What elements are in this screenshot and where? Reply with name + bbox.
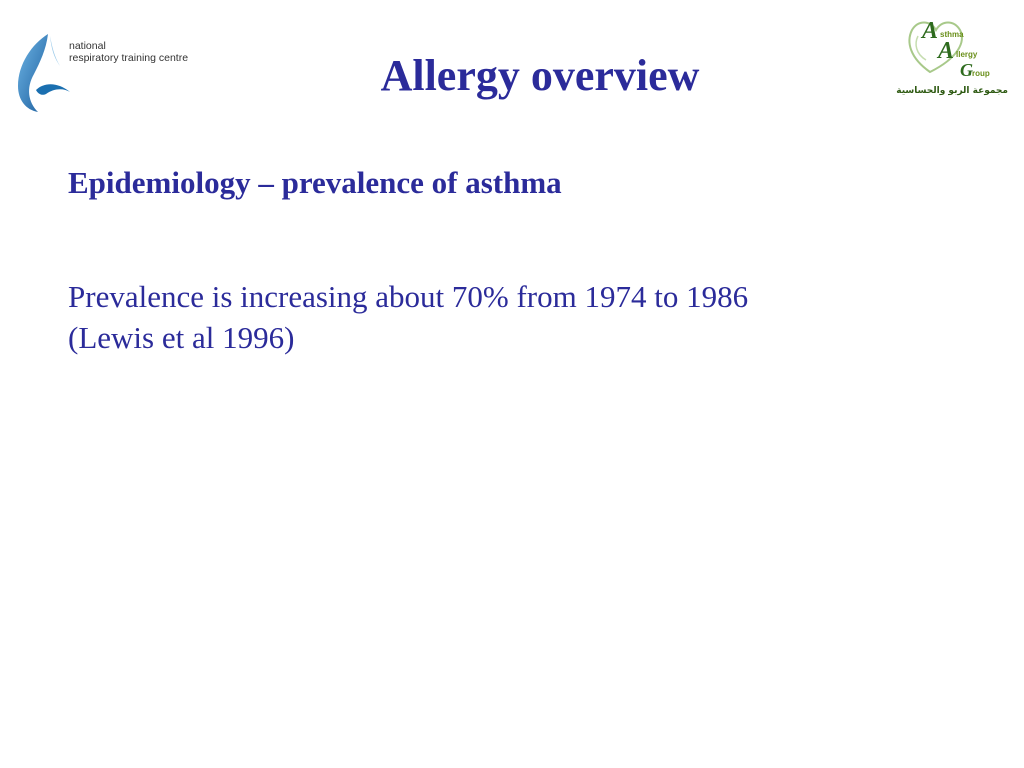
nrtc-logo: [14, 30, 214, 114]
heart-lungs-icon: [900, 14, 1010, 84]
body-line-1: Prevalence is increasing about 70% from 1974 to 1986: [68, 279, 749, 314]
aag-arabic-name: مجموعة الربو والحساسية: [896, 86, 1008, 96]
slide-body: [68, 276, 968, 358]
body-line-2: (Lewis et al 1996): [68, 320, 295, 355]
nrtc-swoosh-icon: [14, 30, 74, 114]
slide-title: Allergy overview: [380, 51, 700, 100]
aag-word-asthma: sthma: [940, 30, 964, 39]
aag-word-group: roup: [972, 69, 990, 78]
aag-word-allergy: llergy: [956, 50, 978, 59]
aag-letter-g: G: [960, 60, 973, 80]
nrtc-line2: respiratory training centre: [69, 52, 189, 64]
aag-letter-a1: A: [922, 18, 939, 44]
slide-subheading: Epidemiology – prevalence of asthma: [68, 165, 562, 200]
aag-letter-a2: A: [938, 38, 955, 64]
aag-logo: [896, 14, 1010, 106]
nrtc-logo-text: [69, 40, 188, 64]
nrtc-line1: national: [69, 40, 106, 52]
